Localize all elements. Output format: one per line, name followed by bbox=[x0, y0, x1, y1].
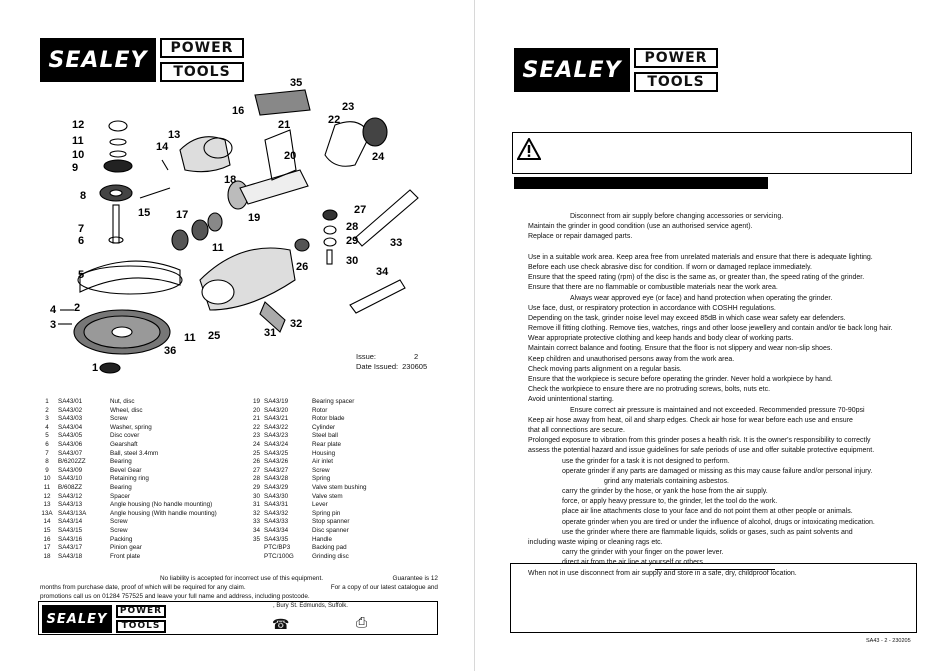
part-code: SA43/32 bbox=[264, 509, 289, 517]
part-description: Screw bbox=[110, 518, 128, 526]
parts-row bbox=[36, 450, 260, 459]
part-description: Front plate bbox=[110, 552, 141, 560]
callout-15: 15 bbox=[138, 207, 151, 219]
part-number: 2 bbox=[45, 406, 49, 414]
part-number: 3 bbox=[45, 415, 49, 423]
parts-row bbox=[36, 415, 260, 424]
telephone-icon: ☎ bbox=[272, 616, 290, 632]
part-description: Retaining ring bbox=[110, 475, 149, 483]
callout-11b: 11 bbox=[212, 242, 224, 254]
part-description: Valve stem bbox=[312, 492, 343, 500]
parts-row bbox=[36, 407, 260, 416]
spacer-part bbox=[109, 121, 127, 131]
part-number: 24 bbox=[252, 440, 260, 448]
part-code: SA43/04 bbox=[58, 423, 83, 431]
warning-box bbox=[512, 132, 912, 174]
part-code: SA43/02 bbox=[58, 406, 83, 414]
parts-row bbox=[242, 493, 462, 502]
callout-35: 35 bbox=[290, 77, 303, 89]
part-number: 31 bbox=[252, 501, 260, 509]
issue-block bbox=[356, 352, 427, 372]
callout-34: 34 bbox=[376, 266, 389, 278]
part-number: 14 bbox=[43, 518, 51, 526]
part-number: 34 bbox=[252, 526, 260, 534]
instruction-line: Use in a suitable work area. Keep area free from unrelated materials and ensure that there is adequate lighting. bbox=[528, 253, 873, 261]
parts-row bbox=[36, 398, 260, 407]
instruction-line: operate grinder when you are tired or under the influence of alcohol, drugs or intoxicating medication. bbox=[562, 518, 875, 526]
part-number: 29 bbox=[252, 483, 260, 491]
instruction-line: Remove ill fitting clothing. Remove ties, watches, rings and other loose jewellery and contain and/or tie back long hair. bbox=[528, 325, 893, 333]
disc-nut-part bbox=[100, 363, 120, 373]
part-number: 20 bbox=[252, 406, 260, 414]
footer-address: , Bury St. Edmunds, Suffolk. bbox=[273, 603, 348, 609]
callout-19: 19 bbox=[248, 212, 261, 224]
parts-row bbox=[242, 467, 462, 476]
instruction-line: including waste wiping or cleaning rags etc. bbox=[528, 539, 663, 546]
part-code: SA43/01 bbox=[58, 398, 83, 405]
warranty-text bbox=[40, 574, 438, 602]
part-description: Rear plate bbox=[312, 440, 342, 448]
instruction-line: Replace or repair damaged parts. bbox=[528, 233, 633, 241]
part-code: SA43/17 bbox=[58, 544, 83, 552]
parts-row bbox=[36, 424, 260, 433]
document-reference: SA43 - 2 - 230205 bbox=[866, 638, 911, 644]
parts-row bbox=[242, 458, 462, 467]
parts-row bbox=[36, 510, 260, 519]
instruction-line: Maintain the grinder in good condition (use an authorised service agent). bbox=[528, 223, 753, 231]
part-number: 5 bbox=[45, 432, 49, 440]
part-description: Spring bbox=[312, 475, 331, 483]
instruction-line: that all connections are secure. bbox=[528, 426, 625, 434]
callout-2: 2 bbox=[74, 302, 81, 314]
parts-row bbox=[36, 527, 260, 536]
section-heading-bar bbox=[514, 177, 768, 189]
parts-row bbox=[36, 501, 260, 510]
callout-7: 7 bbox=[78, 223, 85, 235]
part-code: SA43/31 bbox=[264, 501, 289, 509]
instruction-line: carry the grinder by the hose, or yank the hose from the air supply. bbox=[562, 488, 768, 496]
power-tools-wordmark-small bbox=[116, 605, 166, 633]
part-number bbox=[242, 544, 264, 553]
bevel-gear-part bbox=[104, 160, 132, 172]
part-description: Screw bbox=[312, 466, 330, 474]
part-description: Bearing bbox=[110, 458, 132, 466]
callout-36: 36 bbox=[164, 345, 177, 357]
power-label-right: POWER bbox=[634, 48, 718, 68]
part-description: Gearshaft bbox=[110, 440, 138, 448]
part-code: SA43/13A bbox=[58, 509, 87, 517]
part-number: 12 bbox=[43, 492, 51, 500]
instruction-line: force, or apply heavy pressure to, the grinder, let the tool do the work. bbox=[562, 498, 778, 506]
part-code: SA43/05 bbox=[58, 432, 83, 440]
part-number: 11 bbox=[43, 483, 51, 491]
parts-row bbox=[36, 441, 260, 450]
instruction-line: Ensure that the speed rating (rpm) of the disc is the same as, or greater than, the speed rating of the grinder. bbox=[528, 274, 865, 282]
date-value: 230605 bbox=[402, 362, 428, 371]
issue-value: 2 bbox=[414, 352, 419, 361]
part-code: SA43/23 bbox=[264, 432, 289, 440]
parts-row bbox=[242, 450, 462, 459]
part-code: SA43/33 bbox=[264, 518, 289, 526]
parts-row bbox=[36, 518, 260, 527]
warranty-line-2b: For a copy of our latest catalogue and bbox=[330, 584, 438, 592]
part-description: Rotor blade bbox=[312, 415, 345, 423]
part-description: Disc spanner bbox=[312, 526, 349, 534]
parts-row bbox=[36, 536, 260, 545]
callout-13: 13 bbox=[168, 129, 181, 141]
part-code: SA43/28 bbox=[264, 475, 289, 483]
brand-wordmark-right: SEALEY bbox=[514, 48, 630, 92]
callout-17: 17 bbox=[176, 209, 189, 221]
handle-part bbox=[255, 90, 310, 115]
part-code: PTC/BP3 bbox=[264, 544, 291, 552]
callout-3: 3 bbox=[50, 319, 57, 331]
instruction-line: Ensure that the workpiece is secure before operating the grinder. Never hold a workpiece by hand. bbox=[528, 376, 833, 383]
exploded-parts-diagram bbox=[40, 70, 440, 390]
instruction-line: Maintain correct balance and footing. Ensure that the floor is not slippery and wear non-slip shoes. bbox=[528, 345, 833, 353]
part-number: 26 bbox=[252, 458, 260, 466]
part-number: 13 bbox=[43, 501, 51, 509]
callout-16: 16 bbox=[232, 105, 245, 117]
parts-row bbox=[242, 536, 462, 545]
part-code: SA43/27 bbox=[264, 466, 289, 474]
parts-row bbox=[36, 467, 260, 476]
part-code: SA43/35 bbox=[264, 535, 289, 543]
instruction-line: grind any materials containing asbestos. bbox=[604, 477, 729, 485]
part-description: Bearing spacer bbox=[312, 398, 355, 405]
part-code: B/608ZZ bbox=[58, 483, 83, 491]
part-description: Disc cover bbox=[110, 432, 140, 440]
part-code: SA43/13 bbox=[58, 501, 83, 509]
instruction-line: Keep children and unauthorised persons away from the work area. bbox=[528, 355, 735, 363]
callout-27: 27 bbox=[354, 204, 367, 216]
parts-row bbox=[242, 518, 462, 527]
sealey-logo-top-right bbox=[514, 48, 718, 92]
instruction-line: place air line attachments close to your face and do not point them at other people or animals. bbox=[562, 508, 853, 516]
part-number: 27 bbox=[252, 466, 260, 474]
callout-14: 14 bbox=[156, 141, 169, 153]
part-code: B/6202ZZ bbox=[58, 458, 86, 466]
part-code: SA43/15 bbox=[58, 526, 83, 534]
instruction-line: use the grinder for a task it is not designed to perform. bbox=[562, 457, 730, 465]
instruction-line: Check moving parts alignment on a regular basis. bbox=[528, 365, 682, 373]
instruction-line bbox=[528, 243, 913, 253]
parts-row bbox=[242, 527, 462, 536]
callout-26: 26 bbox=[296, 261, 309, 273]
part-number: 6 bbox=[45, 440, 49, 448]
callout-23: 23 bbox=[342, 101, 355, 113]
part-code: SA43/06 bbox=[58, 440, 83, 448]
part-number: 4 bbox=[45, 423, 49, 431]
part-code: SA43/21 bbox=[264, 415, 289, 423]
callout-25: 25 bbox=[208, 330, 221, 342]
part-code: SA43/12 bbox=[58, 492, 83, 500]
part-description: Nut, disc bbox=[110, 398, 135, 405]
tools-label: TOOLS bbox=[160, 62, 244, 82]
power-label-small: POWER bbox=[116, 605, 166, 618]
parts-row bbox=[242, 553, 462, 562]
part-code: SA43/24 bbox=[264, 440, 289, 448]
part-description: Wheel, disc bbox=[110, 406, 143, 414]
angle-housing-part bbox=[180, 137, 230, 172]
rear-plate-part bbox=[363, 118, 387, 146]
callout-31: 31 bbox=[264, 327, 277, 339]
warranty-line-1a: No liability is accepted for incorrect use of this equipment. bbox=[160, 575, 324, 582]
instruction-line: direct air from the air line at yourself or others. bbox=[562, 559, 705, 567]
callout-29: 29 bbox=[346, 235, 359, 247]
callout-6: 6 bbox=[78, 235, 85, 247]
part-number bbox=[242, 553, 264, 562]
instruction-line: Keep air hose away from heat, oil and sharp edges. Check air hose for wear before each use and ensure bbox=[528, 416, 853, 424]
part-description: Packing bbox=[110, 535, 133, 543]
part-number: 16 bbox=[43, 535, 51, 543]
parts-row bbox=[242, 441, 462, 450]
instruction-line: Prolonged exposure to vibration from this grinder poses a health risk. It is the owner's responsibility to correctly bbox=[528, 437, 871, 445]
part-number: 22 bbox=[252, 423, 260, 431]
part-code: SA43/03 bbox=[58, 415, 83, 423]
part-description: Steel ball bbox=[312, 432, 338, 440]
parts-row bbox=[242, 432, 462, 441]
warning-triangle-icon bbox=[517, 138, 541, 160]
instruction-line: Use face, dust, or respiratory protection in accordance with COSHH regulations. bbox=[528, 304, 776, 312]
instruction-line: Ensure that there are no flammable or combustible materials near the work area. bbox=[528, 284, 778, 292]
part-description: Spring pin bbox=[312, 509, 341, 517]
part-number: 33 bbox=[252, 518, 260, 526]
part-number: 28 bbox=[252, 475, 260, 483]
instruction-line: assess the potential hazard and issue guidelines for safe periods of use and offer suitable protective equipment. bbox=[528, 447, 875, 455]
issue-label: Issue: bbox=[356, 352, 377, 361]
callout-22: 22 bbox=[328, 114, 341, 126]
part-number: 15 bbox=[43, 526, 51, 534]
parts-row bbox=[242, 415, 462, 424]
part-code: SA43/10 bbox=[58, 475, 83, 483]
part-description: Lever bbox=[312, 501, 328, 509]
part-code: SA43/09 bbox=[58, 466, 83, 474]
part-number: 7 bbox=[45, 449, 49, 457]
parts-row bbox=[36, 432, 260, 441]
part-description: Angle housing (No handle mounting) bbox=[110, 501, 213, 509]
parts-row bbox=[242, 544, 462, 553]
part-description: Screw bbox=[110, 415, 128, 423]
part-description: Angle housing (With handle mounting) bbox=[110, 509, 217, 517]
instruction-line: Wear appropriate protective clothing and keep hands and body clear of working parts. bbox=[528, 335, 794, 343]
instruction-line: operate grinder if any parts are damaged or missing as this may cause failure and/or personal injury. bbox=[562, 467, 873, 475]
part-code: PTC/100G bbox=[264, 552, 294, 560]
part-number: 30 bbox=[252, 492, 260, 500]
part-number: 23 bbox=[252, 432, 260, 440]
part-description: Bevel Gear bbox=[110, 466, 142, 474]
notes-box bbox=[510, 563, 917, 633]
tools-label-small: TOOLS bbox=[116, 620, 166, 633]
disc-spanner-part bbox=[350, 280, 405, 313]
callout-5: 5 bbox=[78, 269, 85, 281]
part-number: 13A bbox=[41, 509, 53, 517]
callout-18: 18 bbox=[224, 174, 237, 186]
part-code: SA43/26 bbox=[264, 458, 289, 466]
parts-row bbox=[242, 407, 462, 416]
parts-row bbox=[242, 501, 462, 510]
part-number: 21 bbox=[252, 415, 260, 423]
part-code: SA43/25 bbox=[264, 449, 289, 457]
part-description: Bearing bbox=[110, 483, 132, 491]
tools-label-right: TOOLS bbox=[634, 72, 718, 92]
part-code: SA43/30 bbox=[264, 492, 289, 500]
callout-10: 10 bbox=[72, 149, 85, 161]
callout-28: 28 bbox=[346, 221, 359, 233]
part-description: Ball, steel 3.4mm bbox=[110, 449, 159, 457]
air-inlet-part bbox=[295, 239, 309, 251]
safety-instructions bbox=[528, 212, 913, 579]
instruction-line: use the grinder where there are flammable liquids, solids or gases, such as paint solvents and bbox=[562, 528, 853, 536]
parts-list-right bbox=[242, 398, 462, 561]
fax-icon: ⎙ bbox=[356, 614, 368, 630]
parts-row bbox=[242, 398, 462, 407]
rotor-part bbox=[240, 170, 308, 204]
instruction-line: Check the workpiece to ensure there are no protruding screws, bolts, nuts etc. bbox=[528, 386, 771, 394]
part-number: 35 bbox=[252, 535, 260, 543]
part-code: SA43/22 bbox=[264, 423, 289, 431]
part-description: Cylinder bbox=[312, 423, 336, 431]
parts-row bbox=[36, 475, 260, 484]
part-code: SA43/18 bbox=[58, 552, 83, 560]
part-code: SA43/29 bbox=[264, 483, 289, 491]
part-description: Pinion gear bbox=[110, 544, 142, 552]
parts-row bbox=[36, 484, 260, 493]
callout-21: 21 bbox=[278, 119, 291, 131]
part-description: Screw bbox=[110, 526, 128, 534]
instruction-line: Before each use check abrasive disc for condition. If worn or damaged replace immediately. bbox=[528, 263, 812, 271]
parts-row bbox=[242, 424, 462, 433]
parts-row bbox=[242, 510, 462, 519]
date-label: Date Issued: bbox=[356, 362, 399, 371]
stop-spanner-part bbox=[355, 190, 418, 246]
callout-30: 30 bbox=[346, 255, 359, 267]
part-number: 18 bbox=[43, 552, 51, 560]
instruction-line: Disconnect from air supply before changing accessories or servicing. bbox=[570, 213, 784, 220]
parts-list-left bbox=[36, 398, 260, 561]
parts-row bbox=[242, 484, 462, 493]
warranty-line-2a: months from purchase date, proof of which will be required for any claim. bbox=[40, 584, 246, 592]
part-code: SA43/07 bbox=[58, 449, 83, 457]
warranty-line-3: promotions call us on 01284 757525 and leave your full name and address, including postcode. bbox=[40, 593, 310, 601]
power-label: POWER bbox=[160, 38, 244, 58]
part-description: Handle bbox=[312, 535, 332, 543]
brand-wordmark-small: SEALEY bbox=[42, 605, 112, 633]
part-description: Housing bbox=[312, 449, 336, 457]
part-number: 10 bbox=[43, 475, 51, 483]
callout-9: 9 bbox=[72, 162, 79, 174]
part-number: 1 bbox=[45, 398, 49, 405]
ring-part bbox=[110, 139, 126, 145]
sealey-logo-footer bbox=[42, 605, 166, 633]
instruction-line: When not in use disconnect from air supply and store in a safe, dry, childproof location. bbox=[528, 569, 797, 577]
callout-32: 32 bbox=[290, 318, 303, 330]
callout-12: 12 bbox=[72, 119, 85, 131]
page-fold bbox=[474, 0, 475, 671]
part-code: SA43/19 bbox=[264, 398, 289, 405]
part-number: 8 bbox=[45, 458, 49, 466]
part-description: Rotor bbox=[312, 406, 328, 414]
instruction-line: Avoid unintentional starting. bbox=[528, 396, 614, 404]
part-code: SA43/14 bbox=[58, 518, 83, 526]
callout-24: 24 bbox=[372, 151, 385, 163]
part-code: SA43/20 bbox=[264, 406, 289, 414]
part-number: 32 bbox=[252, 509, 260, 517]
part-description: Air inlet bbox=[312, 458, 333, 466]
instruction-line: Always wear approved eye (or face) and hand protection when operating the grinder. bbox=[570, 294, 833, 302]
power-tools-wordmark-right bbox=[634, 48, 718, 92]
callout-20: 20 bbox=[284, 150, 297, 162]
part-description: Backing pad bbox=[312, 544, 347, 552]
part-description: Valve stem bushing bbox=[312, 483, 367, 491]
parts-row bbox=[36, 544, 260, 553]
callout-8: 8 bbox=[80, 190, 87, 202]
callout-1: 1 bbox=[92, 362, 99, 374]
part-description: Stop spanner bbox=[312, 518, 350, 526]
part-code: SA43/34 bbox=[264, 526, 289, 534]
part-number: 19 bbox=[252, 398, 260, 405]
callout-11c: 11 bbox=[184, 332, 196, 344]
callout-33: 33 bbox=[390, 237, 403, 249]
warranty-line-1b: Guarantee is 12 bbox=[392, 575, 438, 582]
part-description: Washer, spring bbox=[110, 423, 152, 431]
part-description: Spacer bbox=[110, 492, 130, 500]
part-number: 17 bbox=[43, 544, 51, 552]
instruction-line: carry the grinder with your finger on the power lever. bbox=[562, 549, 724, 557]
callout-11a: 11 bbox=[72, 135, 84, 147]
part-code: SA43/16 bbox=[58, 535, 83, 543]
brand-wordmark: SEALEY bbox=[40, 38, 156, 82]
parts-row bbox=[36, 458, 260, 467]
part-number: 25 bbox=[252, 449, 260, 457]
instruction-line: Ensure correct air pressure is maintained and not exceeded. Recommended pressure 70-90psi bbox=[570, 406, 865, 414]
parts-row bbox=[36, 553, 260, 562]
instruction-line: Depending on the task, grinder noise level may exceed 85dB in which case wear safety ear defenders. bbox=[528, 314, 846, 322]
parts-row bbox=[242, 475, 462, 484]
part-number: 9 bbox=[45, 466, 49, 474]
part-description: Grinding disc bbox=[312, 552, 349, 560]
notes-heading-rule bbox=[655, 569, 775, 570]
parts-row bbox=[36, 493, 260, 502]
callout-4: 4 bbox=[50, 304, 57, 316]
